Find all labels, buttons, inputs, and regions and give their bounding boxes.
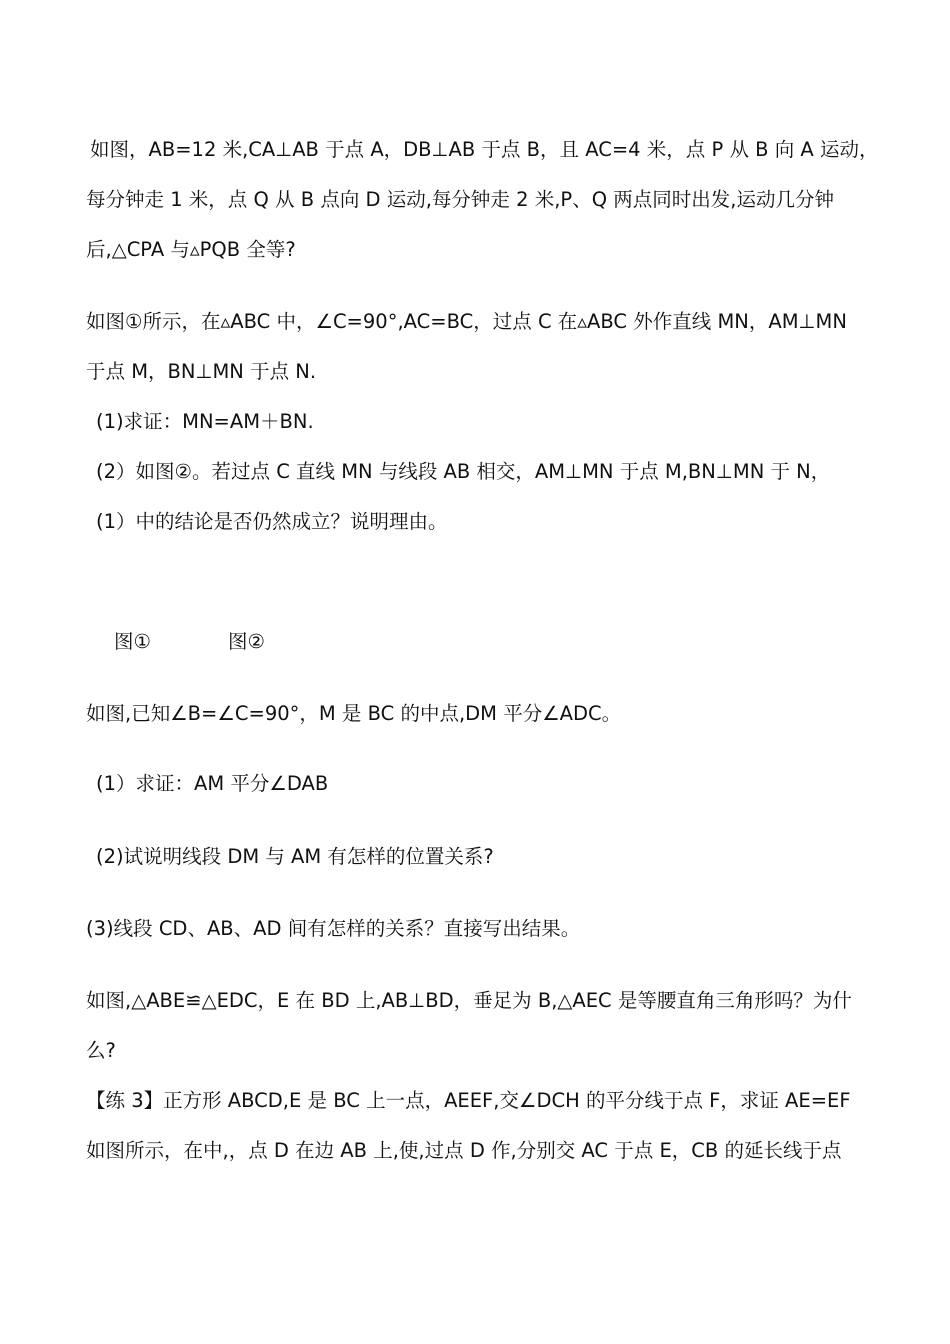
problem4-text-line-1: 如图,△ABE≌△EDC，E 在 BD 上,AB⊥BD，垂足为 B,△AEC 是等腰直角三角形吗？为什 (86, 989, 852, 1012)
problem2-question-1: (1)求证：MN=AM＋BN. (96, 410, 314, 433)
problem1-text-line-3: 后,△CPA 与▵PQB 全等? (86, 238, 296, 261)
problem3-question-2: (2)试说明线段 DM 与 AM 有怎样的位置关系? (96, 845, 494, 868)
problem3-question-3: (3)线段 CD、AB、AD 间有怎样的关系？直接写出结果。 (86, 917, 581, 940)
problem2-text-line-1: 如图①所示，在▵ABC 中，∠C=90°,AC=BC，过点 C 在▵ABC 外作直线 MN，AM⊥MN (86, 310, 847, 333)
problem3-text-line-1: 如图,已知∠B=∠C=90°，M 是 BC 的中点,DM 平分∠ADC。 (86, 702, 622, 725)
problem2-question-2-cont: (1）中的结论是否仍然成立？说明理由。 (96, 510, 448, 533)
problem6-text-line-1: 如图所示，在中,，点 D 在边 AB 上,使,过点 D 作,分别交 AC 于点 E，CB 的延长线于点 (86, 1139, 842, 1162)
problem2-text-line-2: 于点 M，BN⊥MN 于点 N. (86, 360, 317, 383)
figure-1-label: 图① (114, 630, 151, 653)
problem4-text-line-2: 么? (86, 1039, 116, 1062)
figure-2-label: 图② (228, 630, 265, 653)
problem1-text-line-2: 每分钟走 1 米，点 Q 从 B 点向 D 运动,每分钟走 2 米,P、Q 两点同时出发,运动几分钟 (86, 188, 834, 211)
problem2-question-2: (2）如图②。若过点 C 直线 MN 与线段 AB 相交，AM⊥MN 于点 M,BN⊥MN 于 N， (96, 460, 831, 483)
problem1-text-line-1: 如图，AB=12 米,CA⊥AB 于点 A，DB⊥AB 于点 B，且 AC=4 米，点 P 从 B 向 A 运动， (90, 138, 879, 161)
problem3-question-1: (1）求证：AM 平分∠DAB (96, 772, 329, 795)
problem5-text-line-1: 【练 3】正方形 ABCD,E 是 BC 上一点，AEEF,交∠DCH 的平分线于点 F，求证 AE=EF (86, 1089, 851, 1112)
